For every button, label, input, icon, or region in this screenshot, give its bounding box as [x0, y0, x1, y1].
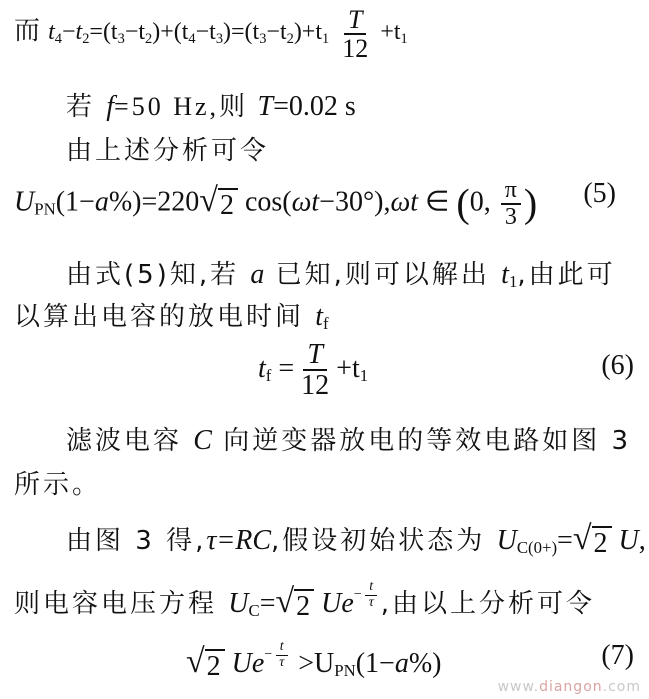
equation-6: $t_f$ = $\frac{T}{12}$ $+t_1$ (6): [258, 339, 634, 402]
sqrt-2-b: √ 2: [573, 522, 612, 560]
line-initial-state: 由图 3 得,τ=RC,假设初始状态为 $U_{C(0+)}=$ √ 2 U,: [66, 520, 646, 559]
line-solve-t1: 由式(5)知,若 a 已知,则可以解出 $t_1$,由此可: [66, 259, 616, 291]
expr-lhs: $t_4-t_2=(t_3-t_2)+(t_4-t_3)=(t_3-t_2)+t_1$: [48, 18, 330, 47]
label-er: 而: [14, 15, 44, 46]
line-filter-capacitor: 滤波电容 C 向逆变器放电的等效电路如图 3: [66, 425, 632, 456]
line-voltage-equation: 则电容电压方程 $U_C=$ √ 2 Ue $^{- \frac{t}{\tau}}$ ,由以上分析可令: [14, 579, 596, 623]
sqrt-2-d: √ 2: [186, 645, 225, 683]
expr-tail: $+t_1$: [380, 18, 408, 47]
equation-7: √ 2 Ue $^{- \frac{t}{\tau}}$ $>U_{PN}(1-a\%)$ (7): [186, 639, 634, 683]
line-shown: 所示。: [14, 470, 102, 500]
equation-number-7: (7): [601, 640, 634, 671]
equation-number-5: (5): [583, 178, 616, 209]
equation-5: $U_{PN}(1-a\%)=220$ √ 2 cos(ωt−30°),ωt ∈ (0, $\frac{\pi}{3}$ ) (5): [14, 177, 616, 231]
fraction-T-12: $\frac{T}{12}$: [342, 5, 369, 64]
line-discharge-time: 以算出电容的放电时间 $t_f$: [14, 301, 329, 333]
fraction-T-12-b: $\frac{T}{12}$: [301, 339, 330, 402]
equation-number-6: (6): [601, 350, 634, 381]
line-frequency: 若 f=50 Hz,则 T=0.02 s: [66, 91, 356, 122]
watermark-logo: www.diangon.com: [497, 679, 641, 695]
line-analysis: 由上述分析可令: [66, 136, 270, 166]
sqrt-2-c: √ 2: [276, 585, 315, 623]
equation-t4-minus-t2: [14, 6, 408, 63]
fraction-pi-3: $\frac{\pi}{3}$: [501, 178, 521, 230]
sqrt-2: √ 2: [199, 184, 238, 222]
